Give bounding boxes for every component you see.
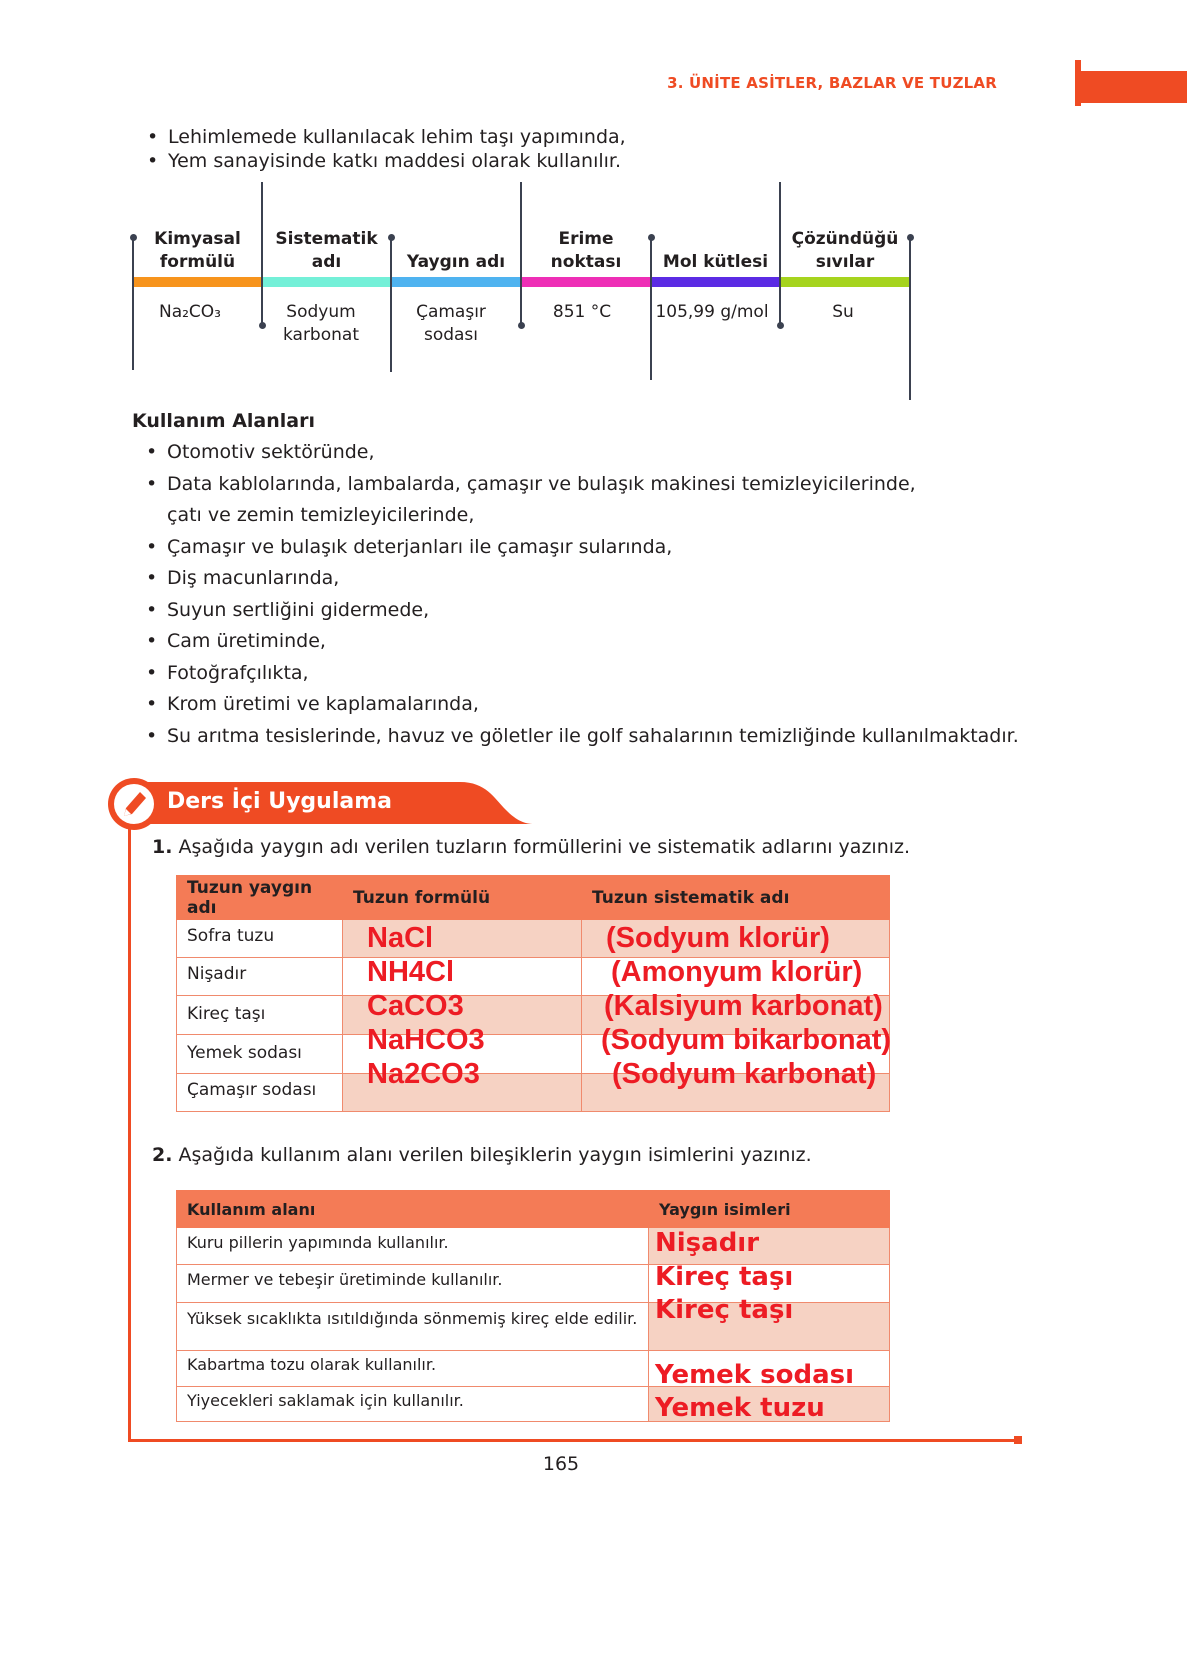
timeline-header-systematic: Sistematik adı — [275, 229, 378, 272]
exercise-title: Ders İçi Uygulama — [167, 789, 392, 814]
timeline-color-bar — [134, 277, 261, 287]
q1-answer-formula: NaHCO3 — [367, 1024, 485, 1056]
q1-answer-formula: Na2CO3 — [367, 1058, 480, 1090]
q1-common-cell: Nişadır — [177, 958, 343, 996]
q1-answer-formula: NaCl — [367, 922, 434, 954]
exercise-frame-left — [128, 825, 131, 1442]
table-row — [177, 1228, 890, 1265]
timeline-header-molar-mass: Mol kütlesi — [662, 252, 769, 272]
timeline-value-systematic: Sodyum karbonat — [282, 302, 359, 345]
page-number: 165 — [542, 1453, 580, 1475]
q1-header-systematic: Tuzun sistematik adı — [582, 876, 890, 920]
q2-use-cell: Yüksek sıcaklıkta ısıtıldığında sönmemiş kireç elde edilir. — [177, 1303, 649, 1351]
q1-common-cell: Yemek sodası — [177, 1035, 343, 1074]
timeline-header-common: Yaygın adı — [406, 252, 506, 272]
q2-header-use: Kullanım alanı — [177, 1191, 649, 1228]
timeline-header-melting: Erime noktası — [550, 229, 622, 272]
question-2: 2. Aşağıda kullanım alanı verilen bileşiklerin yaygın isimlerini yazınız. — [152, 1144, 812, 1166]
q1-answer-systematic: (Kalsiyum karbonat) — [604, 990, 883, 1022]
q2-answer: Kireç taşı — [655, 1295, 794, 1325]
timeline-color-bar — [522, 277, 650, 287]
list-item: • Su arıtma tesislerinde, havuz ve göletler ile golf sahalarının temizliğinde kullanılmaktadır. — [167, 725, 1019, 747]
question-1: 1. Aşağıda yaygın adı verilen tuzların formüllerini ve sistematik adlarını yazınız. — [152, 836, 911, 858]
q1-answer-formula: NH4Cl — [367, 956, 455, 988]
q2-answer: Yemek sodası — [655, 1360, 855, 1390]
list-item: • Otomotiv sektöründe, — [167, 441, 375, 463]
timeline-color-bar — [652, 277, 779, 287]
exercise-frame-bottom — [128, 1439, 1018, 1442]
timeline-header-solvents: Çözündüğü sıvılar — [791, 229, 899, 272]
exercise-frame-corner — [1014, 1436, 1022, 1444]
usage-title: Kullanım Alanları — [132, 410, 315, 432]
q1-common-cell: Çamaşır sodası — [177, 1074, 343, 1112]
q1-header-common: Tuzun yaygın adı — [177, 876, 343, 920]
timeline-color-bar — [781, 277, 909, 287]
q2-answer: Nişadır — [655, 1228, 760, 1258]
q1-answer-systematic: (Sodyum klorür) — [606, 922, 830, 954]
q1-answer-systematic: (Amonyum klorür) — [611, 956, 863, 988]
list-item-continuation: çatı ve zemin temizleyicilerinde, — [167, 504, 475, 526]
timeline-value-solvents: Su — [832, 302, 854, 322]
list-item: • Cam üretiminde, — [167, 630, 326, 652]
q1-common-cell: Sofra tuzu — [177, 920, 343, 958]
q2-use-cell: Mermer ve tebeşir üretiminde kullanılır. — [177, 1265, 649, 1303]
q1-answer-systematic: (Sodyum karbonat) — [612, 1058, 877, 1090]
q1-answer-systematic: (Sodyum bikarbonat) — [601, 1024, 892, 1056]
list-item: • Data kablolarında, lambalarda, çamaşır ve bulaşık makinesi temizleyicilerinde, — [167, 473, 916, 495]
timeline-value-molar-mass: 105,99 g/mol — [655, 302, 769, 322]
q2-header-name: Yaygın isimleri — [649, 1191, 890, 1228]
property-timeline — [0, 0, 1187, 420]
list-item: • Fotoğrafçılıkta, — [167, 662, 309, 684]
q2-use-cell: Yiyecekleri saklamak için kullanılır. — [177, 1387, 649, 1422]
list-item: • Çamaşır ve bulaşık deterjanları ile çamaşır sularında, — [167, 536, 672, 558]
timeline-divider — [909, 238, 911, 400]
list-item: • Lehimlemede kullanılacak lehim taşı yapımında, — [168, 126, 626, 148]
list-item: • Yem sanayisinde katkı maddesi olarak kullanılır. — [168, 150, 621, 172]
q1-common-cell: Kireç taşı — [177, 996, 343, 1035]
list-item: • Suyun sertliğini gidermede, — [167, 599, 429, 621]
timeline-color-bar — [263, 277, 390, 287]
timeline-value-formula: Na₂CO₃ — [158, 302, 221, 322]
timeline-value-melting: 851 °C — [552, 302, 612, 322]
q2-use-cell: Kuru pillerin yapımında kullanılır. — [177, 1228, 649, 1265]
list-item: • Krom üretimi ve kaplamalarında, — [167, 693, 479, 715]
q2-answer: Kireç taşı — [655, 1262, 794, 1292]
q1-header-formula: Tuzun formülü — [343, 876, 582, 920]
unit-title: 3. ÜNİTE ASİTLER, BAZLAR VE TUZLAR — [667, 74, 997, 92]
list-item: • Diş macunlarında, — [167, 567, 339, 589]
timeline-value-common: Çamaşır sodası — [416, 302, 486, 345]
q2-answer: Yemek tuzu — [655, 1393, 825, 1423]
q1-answer-formula: CaCO3 — [367, 990, 464, 1022]
timeline-header-formula: Kimyasal formülü — [154, 229, 241, 272]
timeline-color-bar — [392, 277, 520, 287]
q2-use-cell: Kabartma tozu olarak kullanılır. — [177, 1351, 649, 1387]
